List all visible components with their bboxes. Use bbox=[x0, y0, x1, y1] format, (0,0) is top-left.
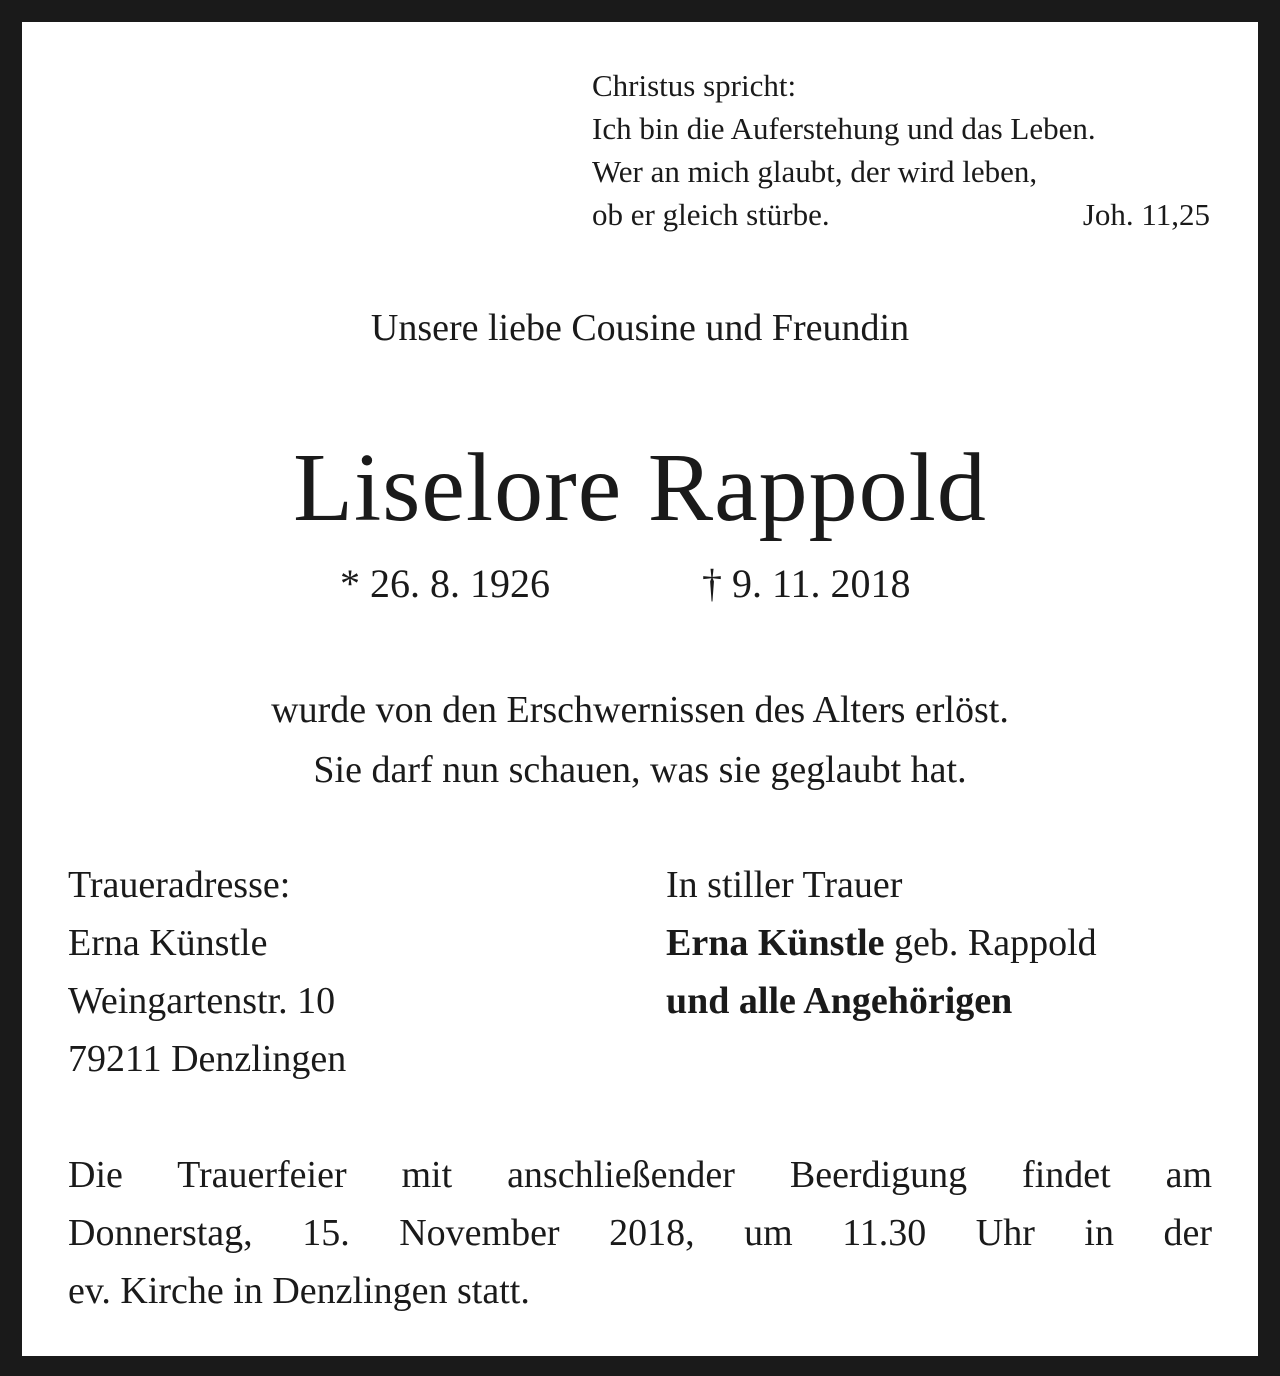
address-heading: Traueradresse: bbox=[68, 864, 291, 906]
service-line: Die Trauerfeier mit anschließender Beerdigung findet am bbox=[68, 1154, 1212, 1196]
service-line: ev. Kirche in Denzlingen statt. bbox=[68, 1270, 530, 1312]
mourner-line bbox=[666, 914, 1097, 972]
message-line: Sie darf nun schauen, was sie geglaubt hat. bbox=[313, 749, 967, 791]
mourners-block bbox=[666, 856, 1097, 1030]
verse-last-line bbox=[592, 193, 1210, 236]
address-city: 79211 Denzlingen bbox=[68, 1038, 347, 1080]
verse-line: Ich bin die Auferstehung und das Leben. bbox=[592, 111, 1096, 146]
verse-reference: Joh. 11,25 bbox=[1082, 197, 1210, 232]
mourning-address bbox=[68, 856, 346, 1088]
bible-verse bbox=[592, 64, 1212, 236]
message-line: wurde von den Erschwernissen des Alters erlöst. bbox=[271, 689, 1009, 731]
verse-line: Christus spricht: bbox=[592, 68, 797, 103]
funeral-service-info bbox=[68, 1146, 1212, 1320]
mourner-name-suffix: geb. Rappold bbox=[884, 922, 1097, 964]
address-name: Erna Künstle bbox=[68, 922, 268, 964]
service-line: Donnerstag, 15. November 2018, um 11.30 Uhr in der bbox=[68, 1212, 1212, 1254]
mourners-heading: In stiller Trauer bbox=[666, 864, 903, 906]
verse-line: Wer an mich glaubt, der wird leben, bbox=[592, 154, 1038, 189]
mourner-name: Erna Künstle bbox=[666, 922, 885, 964]
mourners-others: und alle Angehörigen bbox=[666, 980, 1013, 1022]
death-date: † 9. 11. 2018 bbox=[702, 561, 911, 606]
birth-date: * 26. 8. 1926 bbox=[340, 561, 550, 606]
verse-line: ob er gleich stürbe. bbox=[592, 197, 830, 232]
deceased-name: Liselore Rappold bbox=[293, 434, 987, 542]
memorial-message bbox=[0, 680, 1280, 800]
intro-text: Unsere liebe Cousine und Freundin bbox=[370, 307, 910, 349]
address-street: Weingartenstr. 10 bbox=[68, 980, 336, 1022]
